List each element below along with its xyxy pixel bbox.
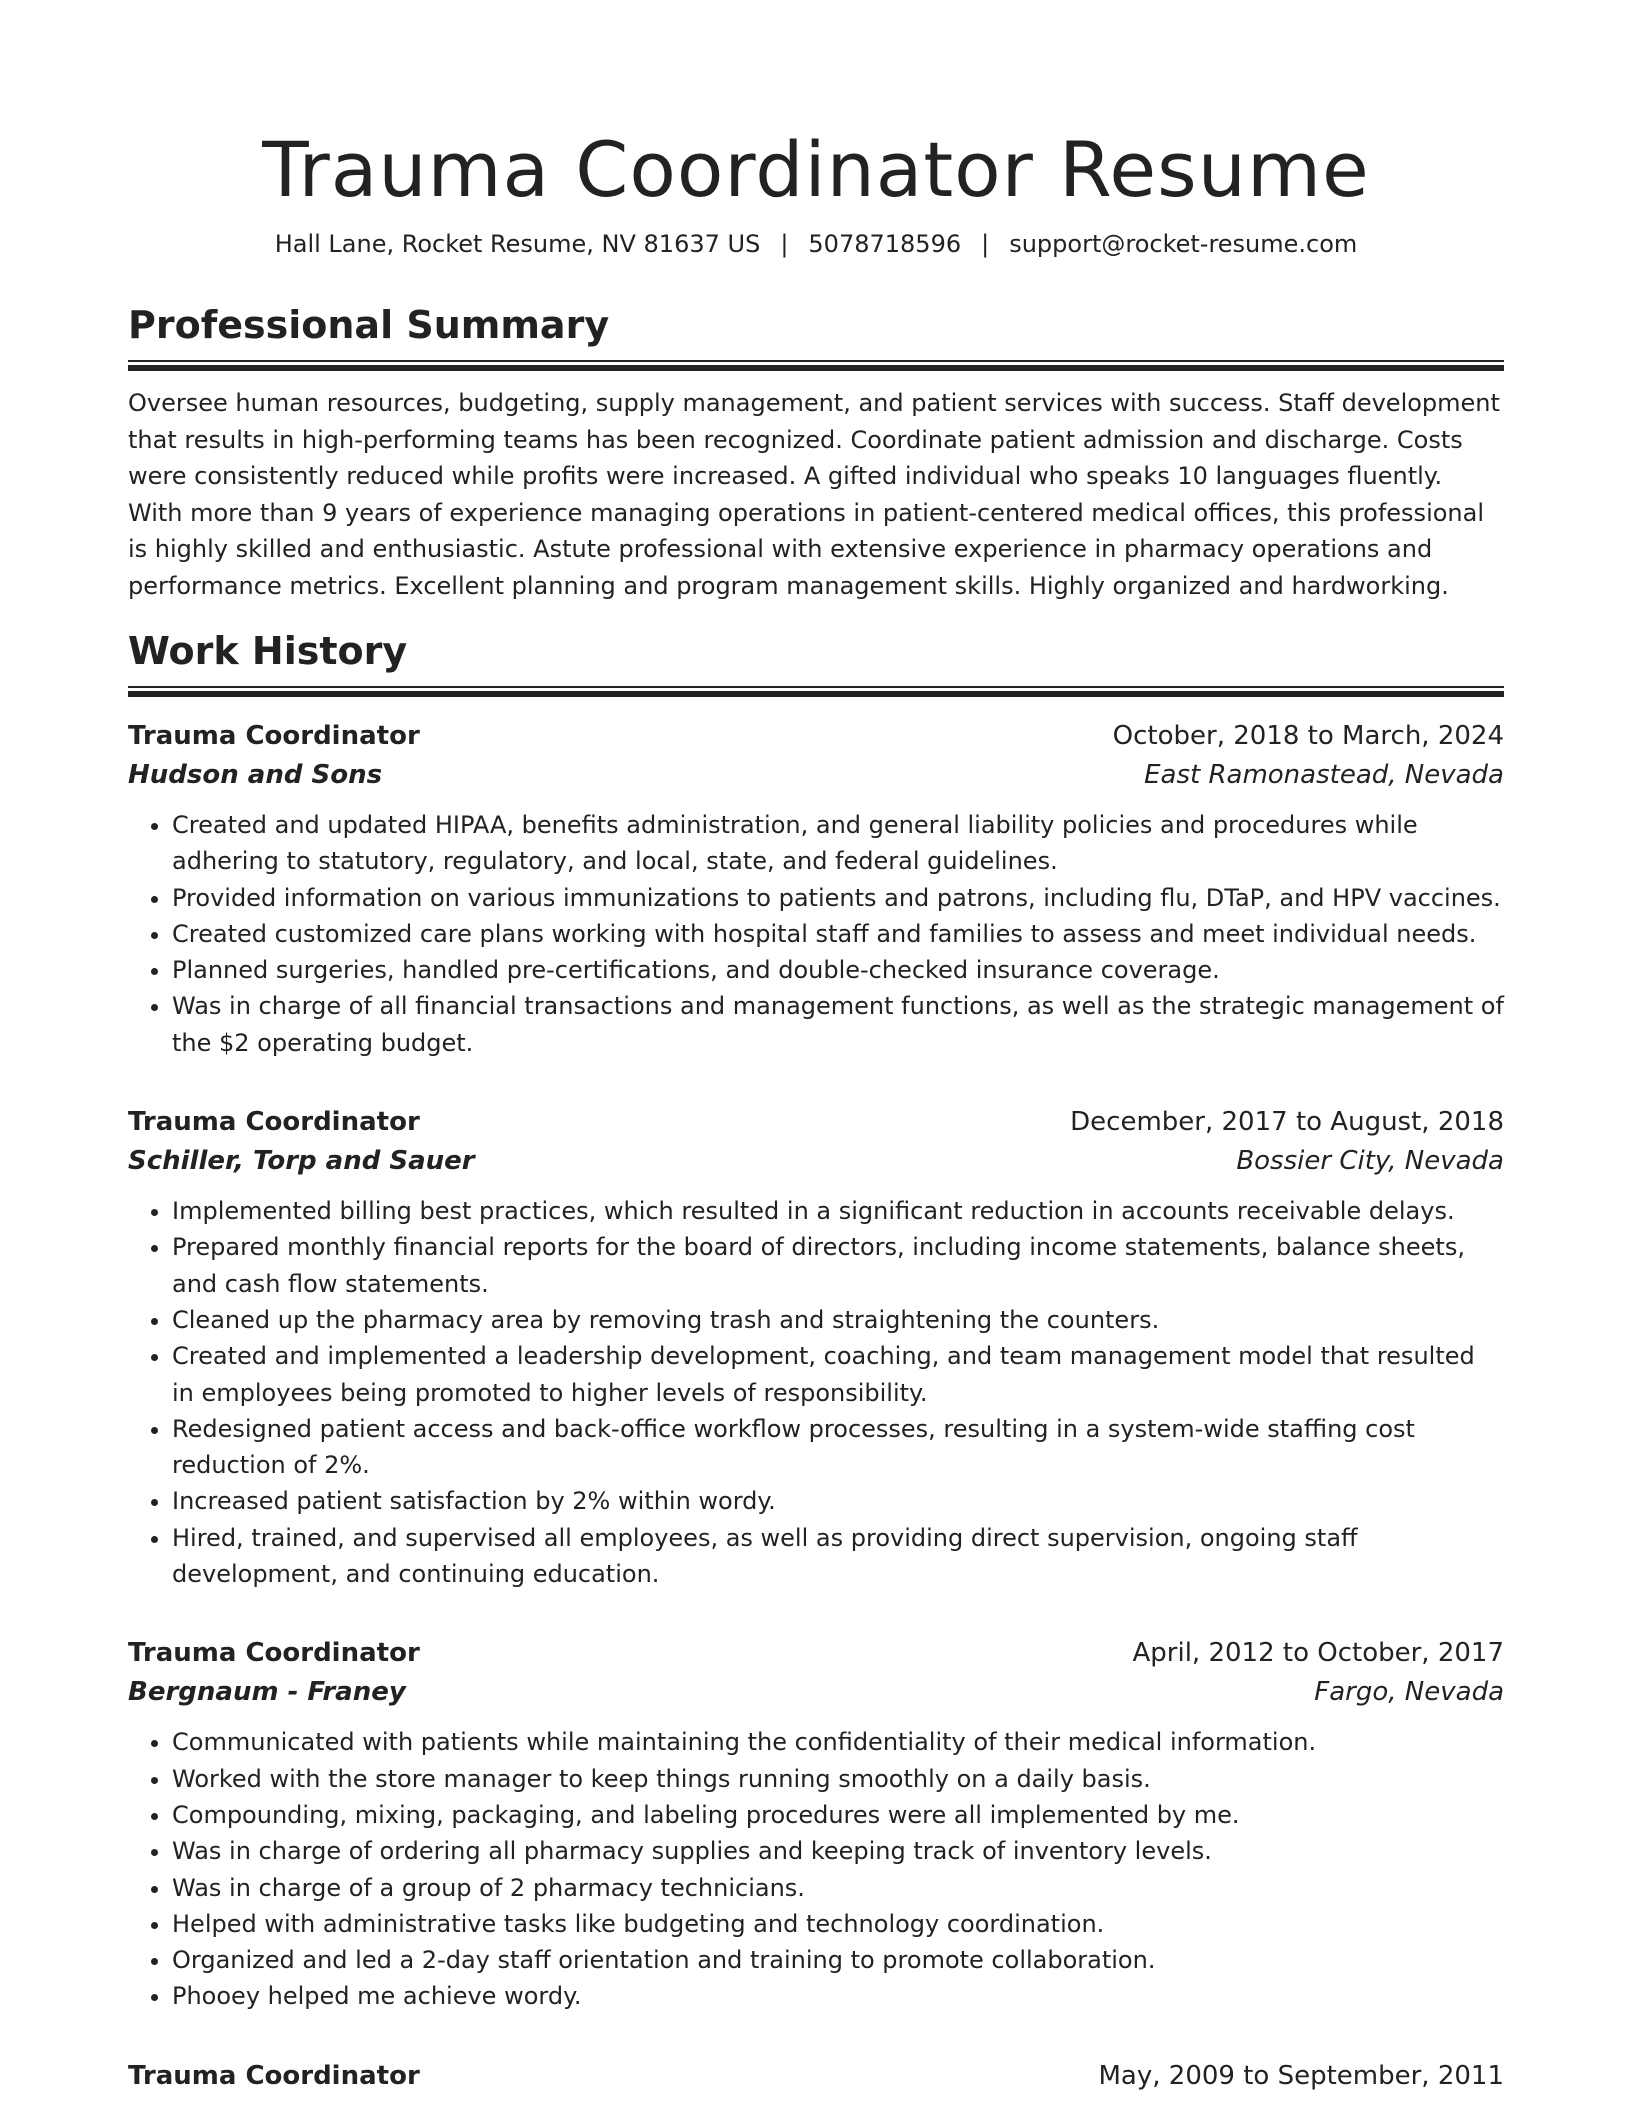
duty-item: • Planned surgeries, handled pre-certifications, and double-checked insurance coverage. — [172, 952, 1504, 988]
duty-item: • Helped with administrative tasks like budgeting and technology coordination. — [172, 1906, 1504, 1942]
job-title: Trauma Coordinator — [128, 1638, 420, 1669]
job-entry — [128, 1634, 1504, 2014]
contact-phone: 5078718596 — [808, 230, 962, 258]
duty-item: • Communicated with patients while maintaining the confidentiality of their medical information. — [172, 1724, 1504, 1760]
contact-email: support@rocket-resume.com — [1009, 230, 1358, 258]
job-location: Bossier City, Nevada — [1236, 1146, 1504, 1177]
job-company-row — [128, 1142, 1504, 1181]
job-dates: December, 2017 to August, 2018 — [1070, 1107, 1504, 1138]
duty-item: • Was in charge of all financial transactions and management functions, as well as the strategic management of the $2 operating budget. — [172, 988, 1504, 1061]
duty-item: • Implemented billing best practices, which resulted in a significant reduction in accounts receivable delays. — [172, 1193, 1504, 1229]
resume-title: Trauma Coordinator Resume — [262, 125, 1370, 214]
section-divider — [128, 686, 1504, 697]
company-name: Schiller, Torp and Sauer — [128, 1146, 475, 1177]
duty-item: • Was in charge of ordering all pharmacy supplies and keeping track of inventory levels. — [172, 1833, 1504, 1869]
job-header-row — [128, 1634, 1504, 1673]
job-location: East Ramonastead, Nevada — [1144, 760, 1504, 790]
duty-item: • Created and implemented a leadership development, coaching, and team management model that resulted in employees being promoted to higher levels of responsibility. — [172, 1338, 1504, 1411]
duty-list — [128, 1193, 1504, 1592]
duty-item: • Hired, trained, and supervised all employees, as well as providing direct supervision, ongoing staff development, and continuing education. — [172, 1520, 1504, 1593]
duty-item: • Phooey helped me achieve wordy. — [172, 1978, 1504, 2014]
duty-item: • Compounding, mixing, packaging, and labeling procedures were all implemented by me. — [172, 1797, 1504, 1833]
job-list — [128, 717, 1504, 2096]
duty-item: • Redesigned patient access and back-office workflow processes, resulting in a system-wide staffing cost reduction of 2%. — [172, 1411, 1504, 1484]
job-header-row — [128, 1103, 1504, 1142]
section-divider — [128, 360, 1504, 371]
section-heading: Work History — [128, 629, 408, 673]
duty-item: • Provided information on various immunizations to patients and patrons, including flu, DTaP, and HPV vaccines. — [172, 880, 1504, 916]
work-history-section — [128, 628, 1504, 2096]
company-name: Bergnaum - Franey — [128, 1677, 406, 1708]
job-title: Trauma Coordinator — [128, 1107, 420, 1138]
duty-item: • Cleaned up the pharmacy area by removing trash and straightening the counters. — [172, 1302, 1504, 1338]
job-company-row — [128, 1673, 1504, 1712]
duty-item: • Increased patient satisfaction by 2% within wordy. — [172, 1483, 1504, 1519]
duty-list — [128, 807, 1504, 1061]
job-title: Trauma Coordinator — [128, 2060, 420, 2091]
summary-text: Oversee human resources, budgeting, supply management, and patient services with success. Staff development that results in high-performing teams has been recognized. Coordinate patient admission and discharge. Costs were consistently reduced while profits were increased. A gifted individual who speaks 10 languages fluently. With more than 9 years of experience managing operations in patient-centered medical offices, this professional is highly skilled and enthusiastic. Astute professional with extensive experience in pharmacy operations and performance metrics. Excellent planning and program management skills. Highly organized and hardworking. — [128, 389, 1500, 600]
job-entry — [128, 1103, 1504, 1592]
job-entry — [128, 2057, 1504, 2096]
section-heading: Professional Summary — [128, 303, 610, 347]
professional-summary-section — [128, 302, 1504, 604]
duty-item: • Was in charge of a group of 2 pharmacy technicians. — [172, 1870, 1504, 1906]
contact-separator: | — [780, 230, 789, 258]
job-entry — [128, 717, 1504, 1061]
contact-address: Hall Lane, Rocket Resume, NV 81637 US — [274, 230, 761, 258]
job-dates: October, 2018 to March, 2024 — [1112, 721, 1504, 751]
duty-item: • Created customized care plans working with hospital staff and families to assess and meet individual needs. — [172, 916, 1504, 952]
job-header-row — [128, 2057, 1504, 2096]
job-dates: April, 2012 to October, 2017 — [1132, 1638, 1504, 1669]
job-title: Trauma Coordinator — [128, 721, 420, 751]
resume-page — [128, 0, 1504, 2096]
job-location: Fargo, Nevada — [1314, 1677, 1504, 1708]
duty-item: • Created and updated HIPAA, benefits administration, and general liability policies and procedures while adhering to statutory, regulatory, and local, state, and federal guidelines. — [172, 807, 1504, 880]
duty-list — [128, 1724, 1504, 2014]
job-dates: May, 2009 to September, 2011 — [1098, 2060, 1504, 2091]
job-company-row — [128, 756, 1504, 795]
company-name: Hudson and Sons — [128, 760, 383, 790]
duty-item: • Worked with the store manager to keep things running smoothly on a daily basis. — [172, 1761, 1504, 1797]
duty-item: • Prepared monthly financial reports for the board of directors, including income statements, balance sheets, and cash flow statements. — [172, 1229, 1504, 1302]
job-header-row — [128, 717, 1504, 756]
duty-item: • Organized and led a 2-day staff orientation and training to promote collaboration. — [172, 1942, 1504, 1978]
contact-separator: | — [981, 230, 990, 258]
contact-line — [128, 228, 1504, 260]
